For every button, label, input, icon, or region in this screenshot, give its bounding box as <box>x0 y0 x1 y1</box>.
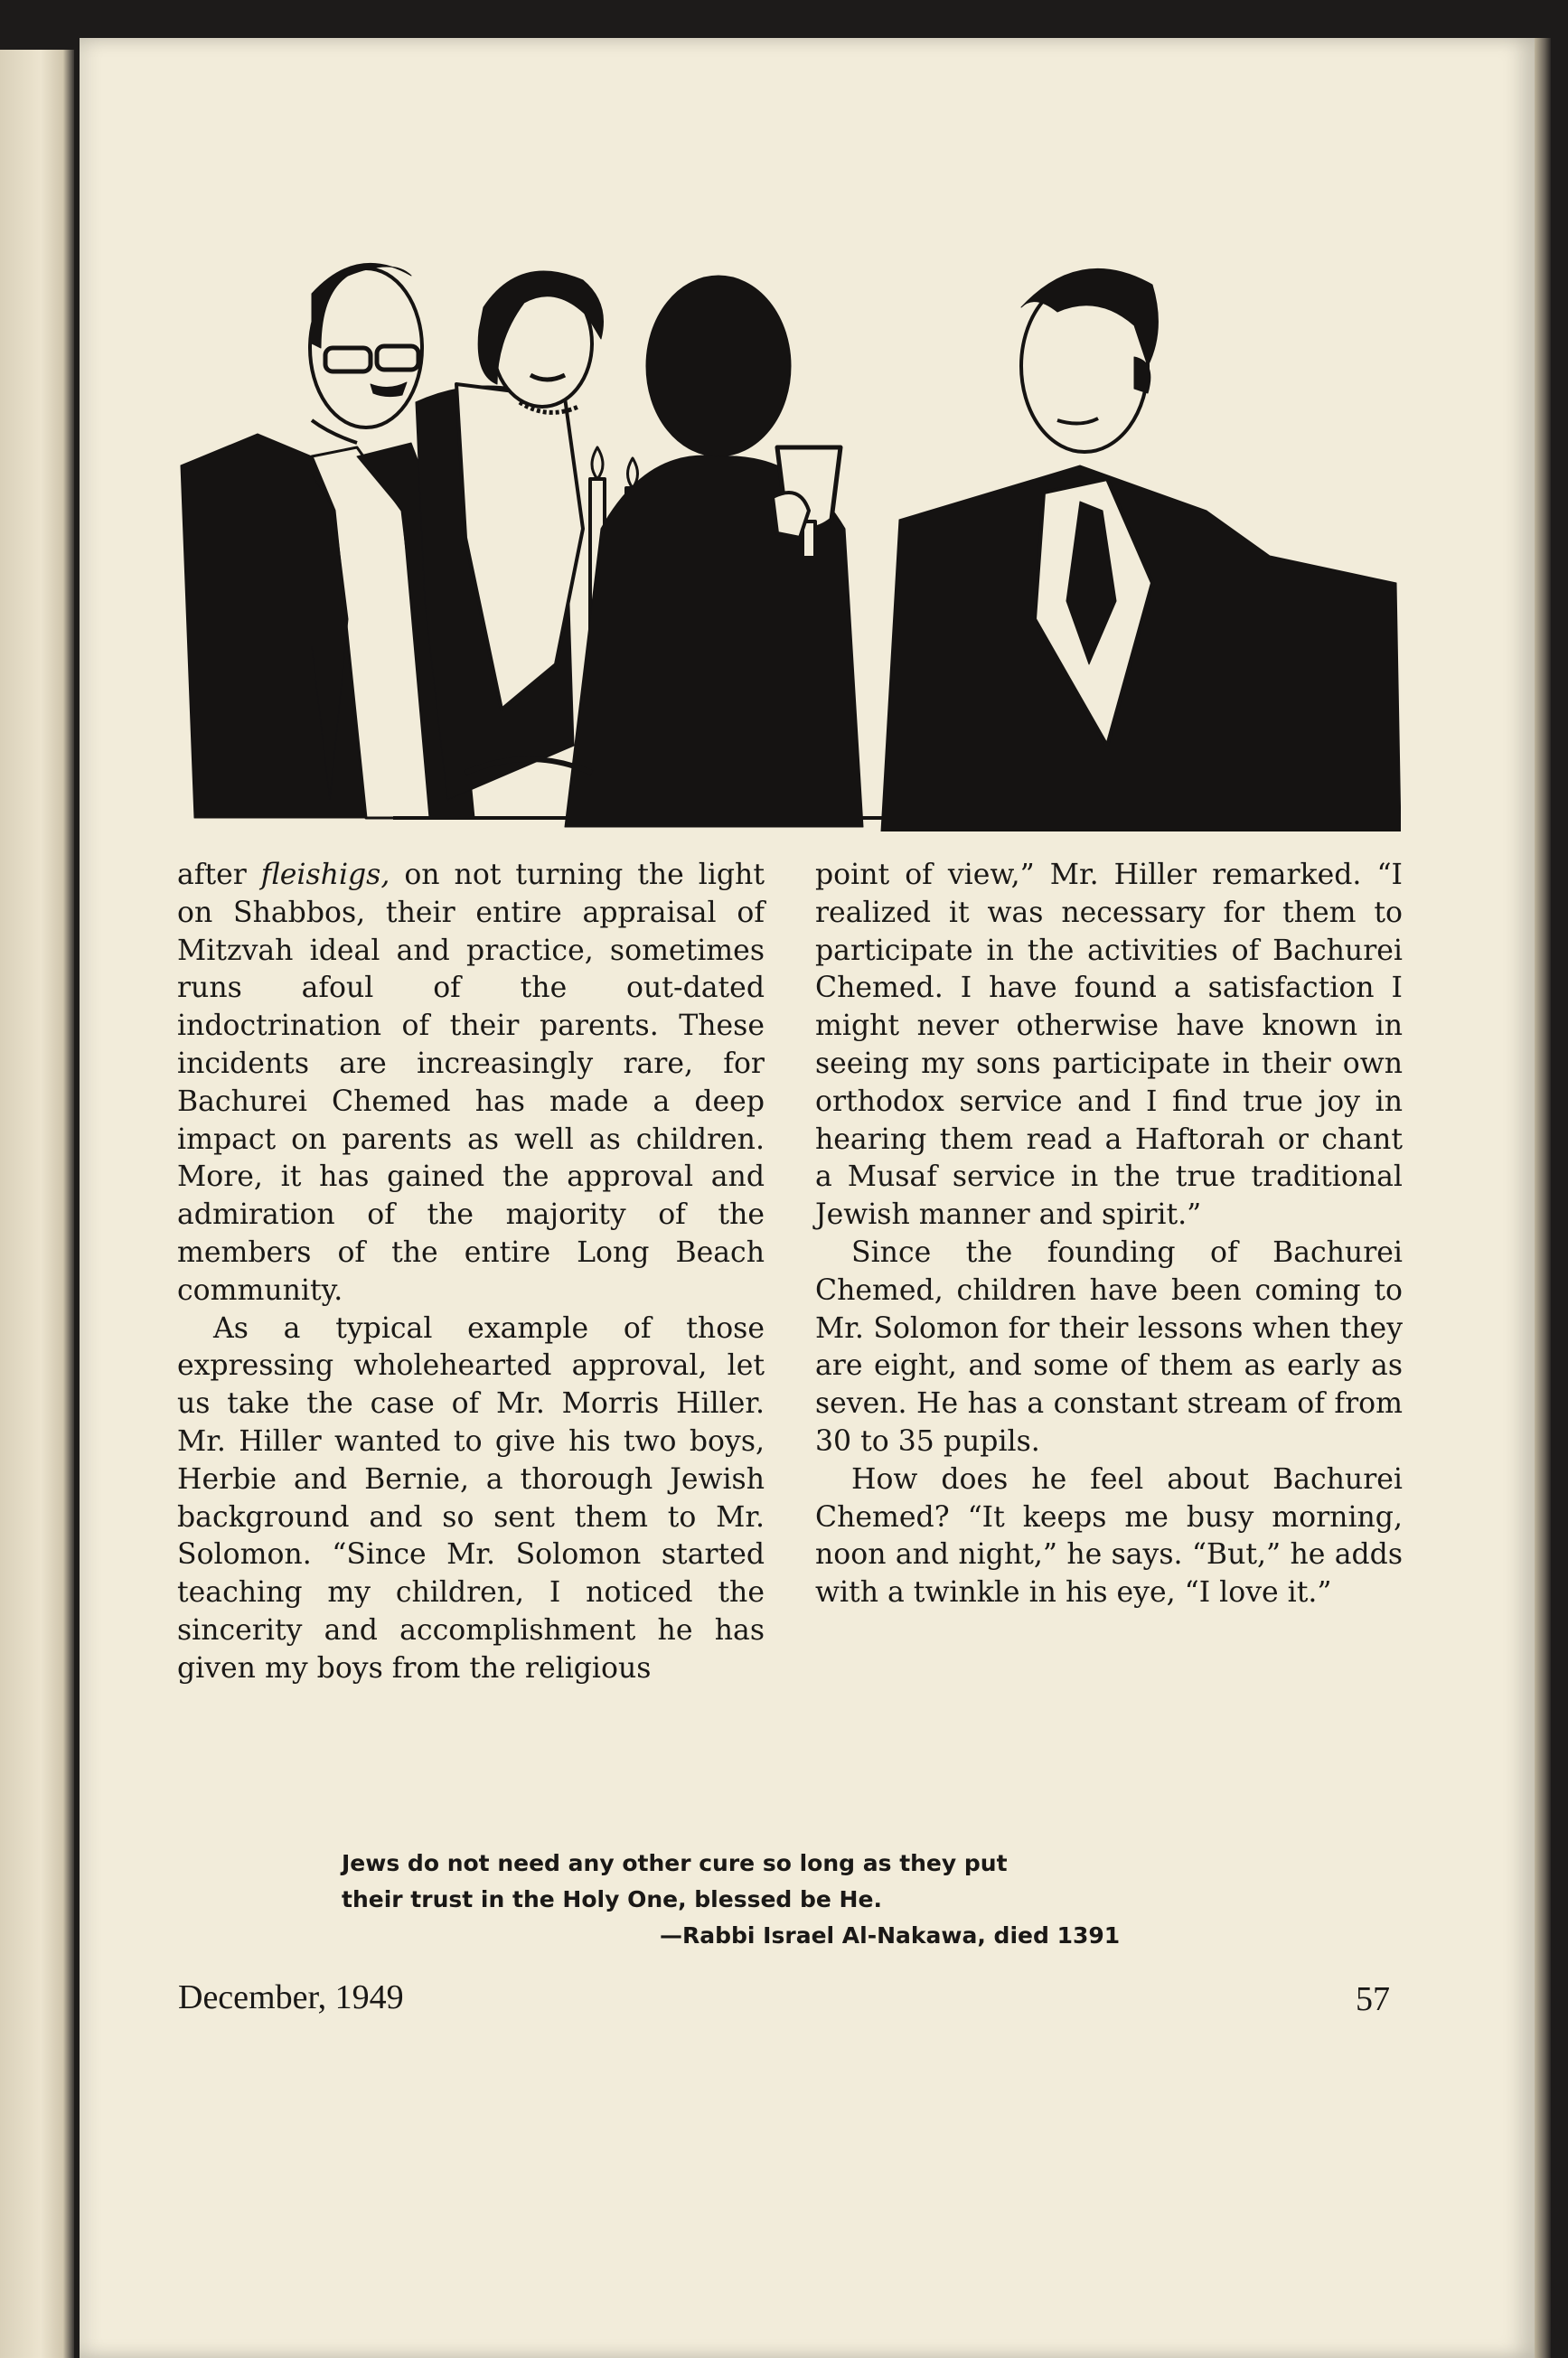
quote-attribution: —Rabbi Israel Al-Nakawa, died 1391 <box>660 1922 1121 1949</box>
italic-term: fleishigs, <box>260 859 390 891</box>
footer-date: December, 1949 <box>178 1978 404 2016</box>
article-column-right <box>815 857 1403 1612</box>
article-column-left <box>177 857 765 1688</box>
paragraph: As a typical example of those expressing wholehearted approval, let us take the case of Mr. Morris Hiller. Mr. Hiller wanted to give his two boys, Herbie and Bernie, a thorough Jewish background and so sent them to Mr. Solomon. “Since Mr. Solomon started teaching my children, I noticed the sincerity and accomplishment he has given my boys from the religious <box>177 1311 765 1685</box>
page-number: 57 <box>1356 1980 1390 2018</box>
paragraph-text: on not turning the light on Shabbos, their entire appraisal of Mitzvah ideal and practice, sometimes runs afoul of the out-dated indoctrination of their parents. These incidents are increasingly rare, for Bachurei Chemed has made a deep impact on parents as well as children. More, it has gained the approval and admiration of the majority of the members of the entire Long Beach community. <box>177 859 765 1307</box>
paragraph: How does he feel about Bachurei Chemed? “It keeps me busy morning, noon and night,” he says. “But,” he adds with a twinkle in his eye, “I love it.” <box>815 1462 1403 1610</box>
woman-figure <box>416 271 604 800</box>
dinner-table-illustration <box>176 240 1401 831</box>
paragraph: point of view,” Mr. Hiller remarked. “I realized it was necessary for them to participate in the activities of Bachurei Chemed. I have found a satisfaction I might never otherwise have known in seeing my sons participate in their own orthodox service and I find true joy in hearing them read a Haftorah or chant a Musaf service in the true traditional Jewish manner and spirit.” <box>815 859 1403 1232</box>
paragraph: Since the founding of Bachurei Chemed, children have been coming to Mr. Solomon for their lessons when they are eight, and some of them as early as seven. He has a constant stream of from 30 to 35 pupils. <box>815 1235 1403 1458</box>
young-man-figure <box>881 268 1401 831</box>
paragraph-lead-text: after <box>177 859 261 891</box>
quote-line-1: Jews do not need any other cure so long as they put <box>342 1850 1008 1876</box>
adjacent-page-edge <box>0 50 74 2358</box>
pull-quote <box>342 1846 1245 1949</box>
quote-line-2: their trust in the Holy One, blessed be He. <box>342 1886 882 1912</box>
paragraph <box>177 857 765 1311</box>
page-edge-shadow <box>1535 38 1551 2358</box>
man-from-behind-figure <box>565 276 863 827</box>
